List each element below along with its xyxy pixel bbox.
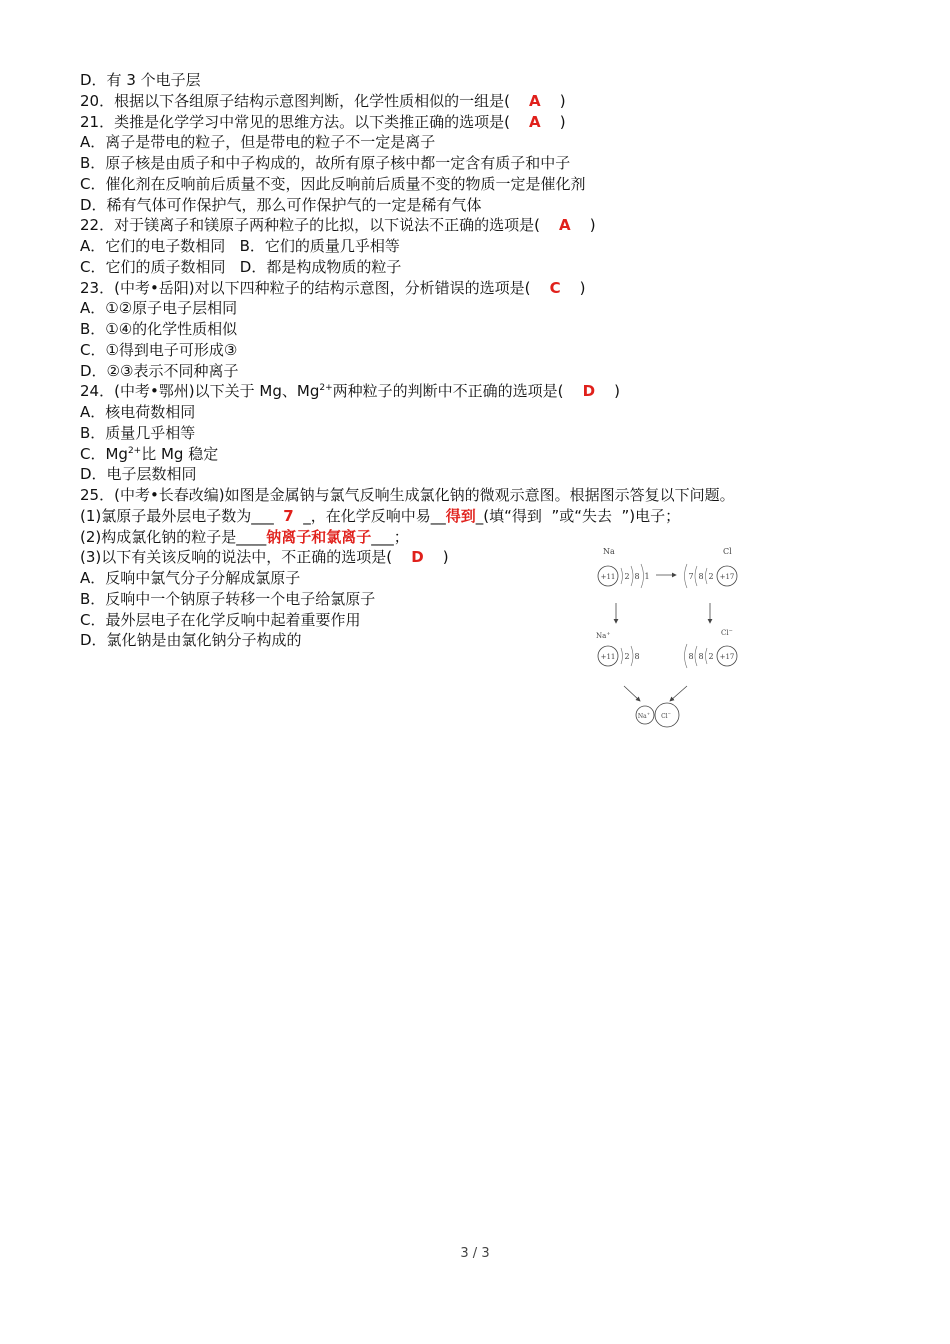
na-nucleus: +11 (600, 573, 616, 581)
question-23-text: 23．(中考•岳阳)对以下四种粒子的结构示意图，分析错误的选项是( (80, 278, 550, 297)
na-atom-label: Na (603, 547, 615, 556)
cl-atom-label: Cl (723, 547, 732, 556)
question-21-close: ) (540, 112, 566, 131)
part-1-text-2: _，在化学反响中易__ (293, 506, 446, 525)
cl-ion-nucleus: +17 (719, 653, 735, 661)
answer-25-1-verb: 得到 (445, 506, 476, 525)
answer-25-1-count: 7 (283, 506, 294, 525)
option-line: C．催化剂在反响前后质量不变，因此反响前后质量不变的物质一定是催化剂 (80, 174, 586, 193)
question-21 (80, 112, 820, 133)
page-number: 3 / 3 (460, 1246, 490, 1261)
answer-21: A (529, 112, 541, 131)
ion-charge: 2+ (127, 445, 142, 456)
option-line: C．最外层电子在化学反响中起着重要作用 (80, 610, 361, 629)
cl-ion-combine-arrow (670, 686, 687, 701)
question-22-close: ) (570, 216, 596, 235)
option-c-text-2: 比 Mg 稳定 (141, 444, 219, 463)
option-line: A．①②原子电子层相同 (80, 299, 238, 318)
option-line (80, 444, 820, 465)
cl-atom (685, 564, 738, 588)
na-shell-1: 2 (624, 572, 630, 581)
nacl-na-label: Na+ (637, 711, 651, 720)
question-24-text: 24．(中考•鄂州)以下关于 Mg、Mg (80, 382, 320, 401)
question-20-text: 20．根据以下各组原子结构示意图判断，化学性质相似的一组是( (80, 91, 530, 110)
cl-shell-2: 8 (698, 572, 704, 581)
option-line: A．离子是带电的粒子，但是带电的粒子不一定是离子 (80, 133, 436, 152)
question-22-text: 22．对于镁离子和镁原子两种粒子的比拟，以下说法不正确的选项是( (80, 216, 560, 235)
answer-24: D (582, 382, 596, 401)
na-shell-2: 8 (634, 572, 640, 581)
question-25-part-1 (80, 506, 820, 527)
answer-23: C (549, 278, 561, 297)
question-20 (80, 91, 820, 112)
question-23-close: ) (560, 278, 586, 297)
answer-20: A (529, 91, 541, 110)
cl-ion-shell-2: 8 (698, 652, 704, 661)
ion-charge: 2+ (319, 383, 333, 394)
cl-shell-1: 2 (708, 572, 714, 581)
option-line: D．稀有气体可作保护气，那么可作保护气的一定是稀有气体 (80, 195, 482, 214)
na-ion (598, 646, 640, 666)
part-2-text-2: ___； (371, 527, 409, 546)
cl-ion-label: Cl− (721, 628, 733, 637)
option-d-line: D．有 3 个电子层 (80, 71, 201, 89)
option-line: C．①得到电子可形成③ (80, 340, 238, 359)
option-line: B．反响中一个钠原子转移一个电子给氯原子 (80, 589, 376, 608)
question-24 (80, 381, 820, 402)
option-line: A．反响中氯气分子分解成氯原子 (80, 569, 301, 587)
cl-ion (685, 644, 738, 668)
question-23 (80, 278, 820, 299)
part-1-text: (1)氯原子最外层电子数为___ (80, 506, 284, 525)
question-21-text: 21．类推是化学学习中常见的思维方法。以下类推正确的选项是( (80, 112, 530, 131)
nacl-cl-label: Cl− (661, 711, 671, 720)
option-line: B．质量几乎相等 (80, 423, 196, 442)
question-22 (80, 215, 820, 236)
option-c-text: C．Mg (80, 444, 128, 463)
na-ion-nucleus: +11 (600, 653, 616, 661)
answer-25-2: 钠离子和氯离子 (266, 527, 372, 546)
part-3-close: ) (423, 548, 449, 567)
nacl-reaction-diagram (590, 543, 755, 733)
question-24-close: ) (595, 382, 620, 401)
na-ion-shell-2: 8 (634, 652, 640, 661)
question-20-close: ) (540, 91, 566, 110)
na-shell-3: 1 (644, 572, 650, 581)
question-25: 25．(中考•长春改编)如图是金属钠与氯气反响生成氯化钠的微观示意图。根据图示答复以下问题。 (80, 486, 735, 504)
part-3-text: (3)以下有关该反响的说法中，不正确的选项是( (80, 548, 412, 567)
cl-shell-3: 7 (688, 572, 694, 581)
answer-25-3: D (411, 548, 424, 567)
option-line: B．原子核是由质子和中子构成的，故所有原子核中都一定含有质子和中子 (80, 154, 571, 172)
part-1-text-3: _(填“得到 ”或“失去 ”)电子； (475, 506, 681, 525)
part-2-text: (2)构成氯化钠的粒子是____ (80, 527, 267, 546)
question-24-text-2: 两种粒子的判断中不正确的选项是( (332, 382, 583, 401)
na-atom (598, 564, 650, 588)
option-line: D．电子层数相同 (80, 465, 197, 484)
cl-ion-shell-3: 8 (688, 652, 694, 661)
na-ion-shell-1: 2 (624, 652, 630, 661)
option-line: B．①④的化学性质相似 (80, 320, 238, 338)
option-line: A．它们的电子数相同 B．它们的质量几乎相等 (80, 237, 400, 255)
option-line: A．核电荷数相同 (80, 403, 196, 421)
na-ion-label: Na+ (596, 631, 611, 640)
nacl-pair (636, 703, 679, 727)
cl-nucleus: +17 (719, 573, 735, 581)
option-line: D．②③表示不同种离子 (80, 361, 239, 380)
option-line: D．氯化钠是由氯化钠分子构成的 (80, 631, 302, 650)
answer-22: A (559, 216, 571, 235)
option-line: C．它们的质子数相同 D．都是构成物质的粒子 (80, 257, 402, 276)
cl-ion-shell-1: 2 (708, 652, 714, 661)
na-ion-combine-arrow (624, 686, 640, 701)
